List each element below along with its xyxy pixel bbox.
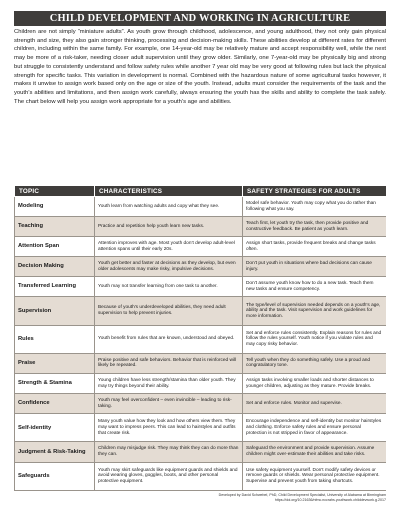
characteristics-cell: Attention improves with age. Most youth don’t develop adult-level attention spans until their early 20s.: [95, 237, 243, 257]
characteristics-cell: Youth benefit from rules that are known, understood and obeyed.: [95, 325, 243, 353]
topic-cell: Teaching: [15, 217, 95, 237]
characteristics-cell: Young children have less strength/stamina than older youth. They may try things beyond their ability.: [95, 374, 243, 394]
strategies-cell: Don’t put youth in situations where bad decisions can cause injury.: [243, 257, 387, 277]
strategies-cell: Use safety equipment yourself. Don’t modify safety devices or remove guards or shields. Wear personal protective equipment. Supervise and prevent youth from taking shortcuts.: [243, 462, 387, 491]
strategies-cell: Set and enforce rules consistently. Explain reasons for rules and follow the rules yourself. Youth notice if you violate rules and may copy risky behavior.: [243, 325, 387, 353]
characteristics-cell: Praise positive and safe behaviors. Behavior that is reinforced will likely be repeated.: [95, 353, 243, 373]
topic-cell: Self-identity: [15, 414, 95, 442]
topic-cell: Modeling: [15, 197, 95, 217]
strategies-cell: Teach first, let youth try the task, then provide positive and constructive feedback. Be patient as youth learn.: [243, 217, 387, 237]
table-row: [15, 217, 387, 237]
characteristics-cell: Youth learn from watching adults and copy what they see.: [95, 197, 243, 217]
strategies-cell: Assign short tasks, provide frequent breaks and change tasks often.: [243, 237, 387, 257]
topic-cell: Confidence: [15, 394, 95, 414]
header-safety-strategies: SAFETY STRATEGIES FOR ADULTS: [243, 186, 387, 197]
characteristics-cell: Because of youth’s underdeveloped abilities, they need adult supervision to help prevent injuries.: [95, 297, 243, 325]
strategies-cell: Encourage independence and self-identity but monitor hairstyles and clothing. Enforce safety rules and ensure personal protection is not stripped in favor of appearance.: [243, 414, 387, 442]
intro-paragraph: Children are not simply “miniature adults”. As youth grow through childhood, adolescence, and young adulthood, they not only gain physical strength and size, they also gain stronger thinking, processing and decision-making skills. These abilities develop at different rates for different children, including within the same family. For example, one 14-year-old may be relatively mature and accept responsibility well, while the next may be more of a risk-taker, needing closer adult supervision until they grow older. Similarly, one 7-year-old may be physically big and strong but struggle to consistently understand and follow safety rules while another 7 year old may be very good at following rules but lack the physical strength for specific tasks. This variation in development is normal. Combined with the hazardous nature of some agricultural tasks however, it makes it unwise to assign work based only on the age or size of the youth. Instead, adults must consider the requirements of the task and the youth’s abilities and limitations, and then assign work carefully, always ensuring the youth has the skills and ability to complete the task safely. The chart below will help you assign work appropriate for a youth’s age and abilities.: [14, 29, 386, 105]
footer-doi-link[interactable]: https://doi.org/10.21636/nfmc.nccrahs.youthwork.childdevwork.g.2017: [274, 498, 386, 503]
table-row: [15, 442, 387, 462]
guidance-table: [14, 185, 386, 491]
strategies-cell: The type/level of supervision needed depends on a youth’s age, ability and the task. Visit supervision and work guidelines for more information.: [243, 297, 387, 325]
table-row: [15, 374, 387, 394]
table-row: [15, 394, 387, 414]
characteristics-cell: Youth may feel overconfident – even invincible – leading to risk-taking.: [95, 394, 243, 414]
table-row: [15, 414, 387, 442]
strategies-cell: Model safe behavior. Youth may copy what you do rather than following what you say.: [243, 197, 387, 217]
strategies-cell: Assign tasks involving smaller loads and shorter distances to younger children, adjusting as they mature. Provide breaks.: [243, 374, 387, 394]
header-characteristics: CHARACTERISTICS: [95, 186, 243, 197]
characteristics-cell: Many youth value how they look and how others view them. They may want to impress peers. This can lead to hairstyles and outfits that create risk.: [95, 414, 243, 442]
table-row: [15, 353, 387, 373]
characteristics-cell: Practice and repetition help youth learn new tasks.: [95, 217, 243, 237]
table-row: [15, 297, 387, 325]
guidance-table-container: [14, 185, 386, 491]
topic-cell: Safeguards: [15, 462, 95, 491]
table-row: [15, 325, 387, 353]
topic-cell: Transferred Learning: [15, 277, 95, 297]
table-row: [15, 237, 387, 257]
topic-cell: Strength & Stamina: [15, 374, 95, 394]
strategies-cell: Tell youth when they do something safely. Use a proud and congratulatory tone.: [243, 353, 387, 373]
table-row: [15, 462, 387, 491]
topic-cell: Supervision: [15, 297, 95, 325]
header-topic: TOPIC: [15, 186, 95, 197]
strategies-cell: Safeguard the environment and provide supervision. Assume children might over-estimate their abilities and take risks.: [243, 442, 387, 462]
topic-cell: Praise: [15, 353, 95, 373]
topic-cell: Judgment & Risk-Taking: [15, 442, 95, 462]
footer: [14, 493, 386, 504]
footer-credit: Developed by David Schwebel, PhD, Child Development Specialist, University of Alabama at Birmingham: [218, 493, 386, 497]
characteristics-cell: Youth may skirt safeguards like equipment guards and shields and avoid wearing gloves, goggles, boots, and other personal protective equipment.: [95, 462, 243, 491]
characteristics-cell: Youth get better and faster at decisions as they develop, but even older adolescents may make risky, impulsive decisions.: [95, 257, 243, 277]
characteristics-cell: Youth may not transfer learning from one task to another.: [95, 277, 243, 297]
table-header-row: [15, 186, 387, 197]
strategies-cell: Set and enforce rules. Monitor and supervise.: [243, 394, 387, 414]
characteristics-cell: Children may misjudge risk. They may think they can do more than they can.: [95, 442, 243, 462]
table-row: [15, 197, 387, 217]
strategies-cell: Don’t assume youth know how to do a new task. Teach them new tasks and ensure competency.: [243, 277, 387, 297]
table-row: [15, 277, 387, 297]
page-title: CHILD DEVELOPMENT AND WORKING IN AGRICULTURE: [14, 11, 386, 26]
topic-cell: Attention Span: [15, 237, 95, 257]
topic-cell: Decision Making: [15, 257, 95, 277]
topic-cell: Rules: [15, 325, 95, 353]
table-row: [15, 257, 387, 277]
